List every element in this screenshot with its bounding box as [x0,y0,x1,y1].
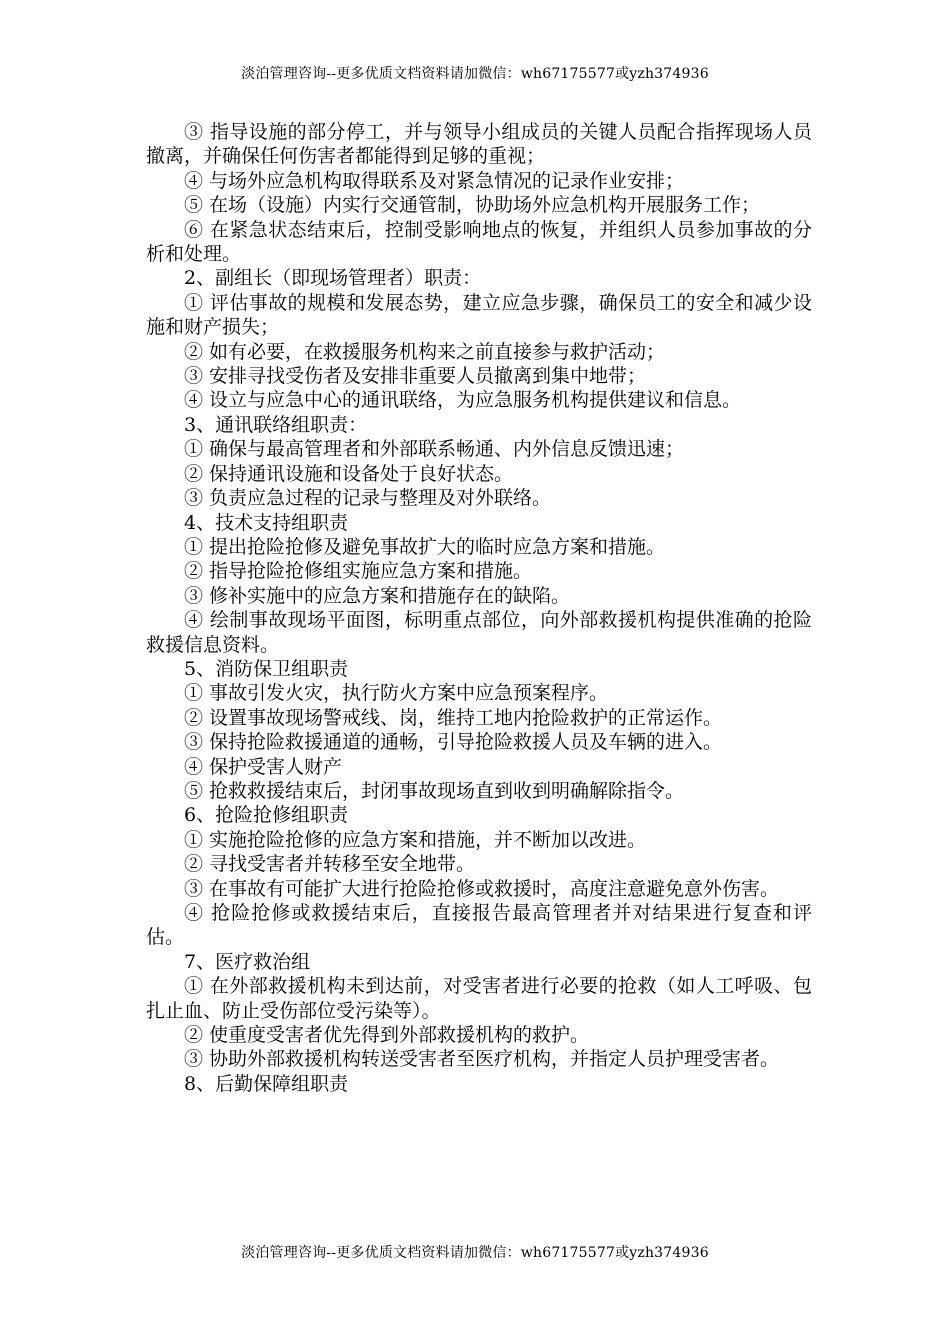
paragraph: ② 保持通讯设施和设备处于良好状态。 [184,462,514,485]
paragraph: ③ 协助外部救援机构转送受害者至医疗机构，并指定人员护理受害者。 [184,1048,780,1071]
paragraph: ① 提出抢险抢修及避免事故扩大的临时应急方案和措施。 [184,535,666,558]
paragraph: ② 如有必要，在救援服务机构来之前直接参与救护活动； [184,340,666,363]
section-heading: 7、医疗救治组 [184,950,311,973]
paragraph: ④ 保护受害人财产 [184,755,343,778]
section-heading: 5、消防保卫组职责 [184,657,349,680]
paragraph: ④ 设立与应急中心的通讯联络，为应急服务机构提供建议和信息。 [184,389,742,412]
paragraph: ③ 保持抢险救援通道的通畅，引导抢险救援人员及车辆的进入。 [184,731,723,754]
section-heading: 3、通讯联络组职责： [184,413,368,436]
paragraph: ④ 与场外应急机构取得联系及对紧急情况的记录作业安排； [184,169,685,192]
paragraph: ① 实施抢险抢修的应急方案和措施，并不断加以改进。 [184,828,647,851]
document-body [146,120,812,1096]
paragraph: ② 指导抢险抢修组实施应急方案和措施。 [184,560,533,583]
paragraph: ⑤ 抢救救援结束后，封闭事故现场直到收到明确解除指令。 [184,779,685,802]
paragraph: ⑥ 在紧急状态结束后，控制受影响地点的恢复，并组织人员参加事故的分析和处理。 [146,218,812,266]
paragraph: ② 使重度受害者优先得到外部救援机构的救护。 [184,1024,590,1047]
paragraph: ③ 在事故有可能扩大进行抢险抢修或救援时，高度注意避免意外伤害。 [184,877,780,900]
section-heading: 4、技术支持组职责 [184,511,349,534]
paragraph: ① 事故引发火灾，执行防火方案中应急预案程序。 [184,682,609,705]
paragraph: ③ 指导设施的部分停工，并与领导小组成员的关键人员配合指挥现场人员撤离，并确保任何伤害者都能得到足够的重视； [146,121,812,168]
paragraph: ① 评估事故的规模和发展态势，建立应急步骤，确保员工的安全和减少设施和财产损失； [146,291,812,339]
section-heading: 2、副组长（即现场管理者）职责： [184,267,482,290]
paragraph: ③ 安排寻找受伤者及安排非重要人员撤离到集中地带； [184,365,647,388]
section-heading: 8、后勤保障组职责 [184,1072,349,1095]
paragraph: ③ 修补实施中的应急方案和措施存在的缺陷。 [184,584,571,607]
page-header: 淡泊管理咨询--更多优质文档资料请加微信：wh67175577或yzh374936 [241,66,709,82]
paragraph: ⑤ 在场（设施）内实行交通管制，协助场外应急机构开展服务工作； [184,194,761,217]
paragraph: ③ 负责应急过程的记录与整理及对外联络。 [184,487,552,510]
paragraph: ④ 绘制事故现场平面图，标明重点部位，向外部救援机构提供准确的抢险救援信息资料。 [146,609,812,656]
paragraph: ④ 抢险抢修或救援结束后，直接报告最高管理者并对结果进行复查和评估。 [146,902,812,949]
paragraph: ① 确保与最高管理者和外部联系畅通、内外信息反馈迅速； [184,438,685,461]
paragraph: ① 在外部救援机构未到达前，对受害者进行必要的抢救（如人工呼吸、包扎止血、防止受伤部位受污染等）。 [146,975,812,1022]
paragraph: ② 寻找受害者并转移至安全地带。 [184,853,476,876]
page-footer: 淡泊管理咨询--更多优质文档资料请加微信：wh67175577或yzh374936 [241,1245,709,1261]
section-heading: 6、抢险抢修组职责 [184,804,349,827]
paragraph: ② 设置事故现场警戒线、岗，维持工地内抢险救护的正常运作。 [184,706,723,729]
